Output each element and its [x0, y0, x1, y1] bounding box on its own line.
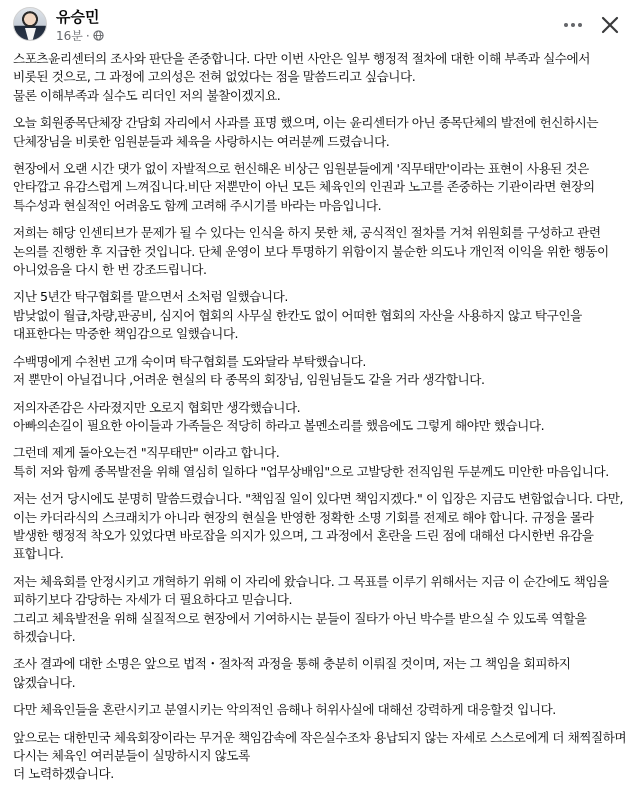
post-paragraph: 지난 5년간 탁구협회를 맡으면서 소처럼 일했습니다. 밤낮없이 월급,차량,판공비, 심지어 협회의 사무실 한칸도 없이 어떠한 협회의 자산을 사용하지 않고 탁구인을 대표한다는 막중한 책임감으로 일했습니다. — [13, 289, 582, 342]
post-paragraph: 스포츠윤리센터의 조사와 판단을 존중합니다. 다만 이번 사안은 일부 행정적 절차에 대한 이해 부족과 실수에서 비롯된 것으로, 그 과정에 고의성은 전혀 없었다는 점을 말씀드리고 싶습니다. 물론 이해부족과 실수도 리더인 저의 불찰이겠지요. — [13, 51, 590, 103]
more-options-button[interactable] — [560, 12, 586, 38]
close-icon — [603, 18, 617, 32]
post-time[interactable]: 16분 — [56, 29, 83, 43]
post-body — [13, 50, 628, 793]
post-paragraph: 다만 체육인들을 혼란시키고 분열시키는 악의적인 음해나 허위사실에 대해선 강력하게 대응할것 입니다. — [13, 702, 556, 718]
post-paragraph: 저의자존감은 사라졌지만 오로지 협회만 생각했습니다. 아빠의손길이 필요한 아이들과 가족들은 적당히 하라고 볼멘소리를 했음에도 그렇게 해야만 했습니다. — [13, 399, 545, 433]
post-paragraph: 오늘 회원종목단체장 간담회 자리에서 사과를 표명 했으며, 이는 윤리센터가 아닌 종목단체의 발전에 헌신하시는 단체장님을 비롯한 임원분들과 체육을 사랑하시는 여러분께 드렸습니다. — [13, 115, 599, 149]
more-horizontal-icon — [564, 23, 568, 27]
post-paragraph: 조사 결과에 대한 소명은 앞으로 법적・절차적 과정을 통해 충분히 이뤄질 것이며, 저는 그 책임을 회피하지 않겠습니다. — [13, 656, 571, 690]
post-paragraph: 저희는 해당 인센티브가 문제가 될 수 있다는 인식을 하지 못한 채, 공식적인 절차를 거쳐 위원회를 구성하고 관련 논의를 진행한 후 지급한 것입니다. 단체 운영이 보다 투명하기 위함이지 불순한 의도나 개인적 이익을 위한 행동이 아니었음을 다시 한 번 강조드립니다. — [13, 225, 609, 278]
post-meta: 16분 · — [56, 27, 104, 44]
post-paragraph: 저는 선거 당시에도 분명히 말씀드렸습니다. "책임질 일이 있다면 책임지겠다." 이 입장은 지금도 변함없습니다. 다만, 이는 카더라식의 스크래치가 아니라 현장의 현실을 반영한 정확한 소명 기회를 전제로 해야 합니다. 규정을 몰라 발생한 행정적 착오가 있었다면 바로잡을 의지가 있으며, 그 과정에서 혼란을 드린 점에 대해선 다시한번 유감을 표합니다. — [13, 491, 624, 562]
post-paragraph: 그런데 제게 돌아오는건 "직무태만" 이라고 합니다. 특히 저와 함께 종목발전을 위해 열심히 일하다 "업무상배임"으로 고발당한 전직임원 두분께도 미안한 마음입니다. — [13, 445, 609, 479]
post-paragraph: 저는 체육회를 안정시키고 개혁하기 위해 이 자리에 왔습니다. 그 목표를 이루기 위해서는 지금 이 순간에도 책임을 피하기보다 감당하는 자세가 더 필요하다고 믿습니다. 그리고 체육발전을 위해 실질적으로 현장에서 기여하시는 분들이 질타가 아닌 박수를 받으실 수 있도록 역할을 하겠습니다. — [13, 573, 609, 644]
post-paragraph: 수백명에게 수천번 고개 숙이며 탁구협회를 도와달라 부탁했습니다. 저 뿐만이 아닐겁니다 ,어려운 현실의 타 종목의 회장님, 임원님들도 같을 거라 생각합니다. — [13, 353, 485, 388]
globe-icon — [93, 30, 104, 41]
close-button[interactable] — [597, 12, 623, 38]
author-name[interactable]: 유승민 — [56, 8, 100, 26]
post-header — [0, 0, 638, 46]
post-paragraph: 현장에서 오랜 시간 댓가 없이 자발적으로 헌신해온 비상근 임원분들에게 '직무태만'이라는 표현이 사용된 것은 안타깝고 유감스럽게 느껴집니다.비단 저뿐만이 아닌 모든 체육인의 인권과 노고를 존중하는 기관이라면 현장의 특수성과 현실적인 어려움도 함께 고려해 주시기를 바라는 마음입니다. — [13, 161, 595, 213]
post-paragraph: 앞으로는 대한민국 체육회장이라는 무거운 책임감속에 작은실수조차 용납되지 않는 자세로 스스로에게 더 채찍질하며 다시는 체육인 여러분들이 실망하시지 않도록 더 노력하겠습니다. — [13, 729, 627, 782]
avatar[interactable] — [13, 7, 47, 41]
